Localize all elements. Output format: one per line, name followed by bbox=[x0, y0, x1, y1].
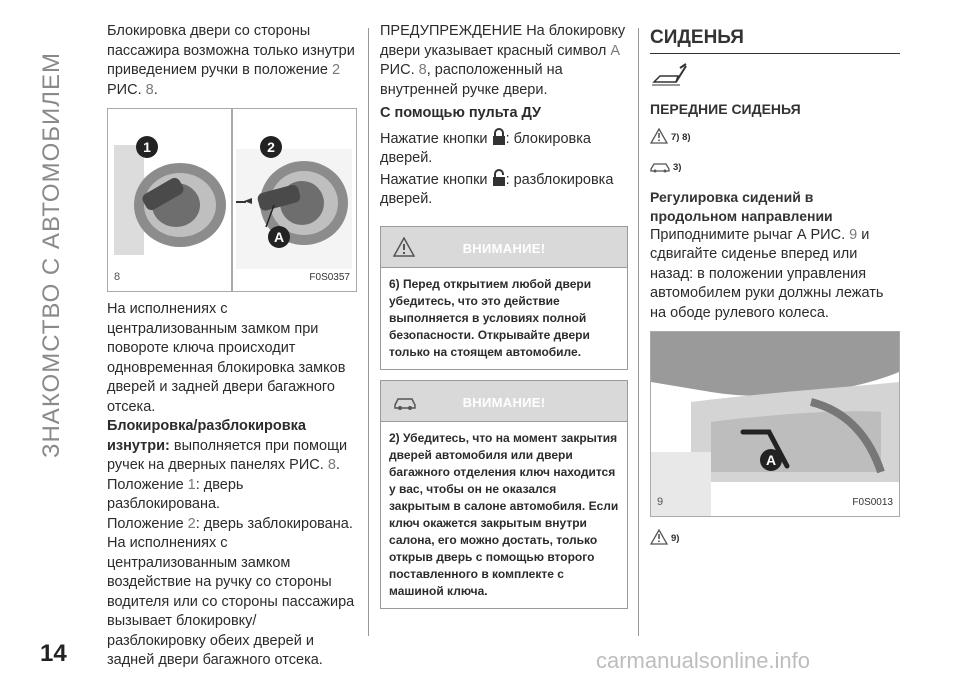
column-divider bbox=[368, 28, 369, 636]
side-chapter-title: ЗНАКОМСТВО С АВТОМОБИЛЕМ bbox=[38, 51, 65, 459]
warning-triangle-icon bbox=[650, 128, 668, 144]
unlock-instruction: Нажатие кнопки : разблокировка дверей. bbox=[380, 169, 628, 210]
column-2 bbox=[380, 22, 628, 609]
warning-ref-2: 3) bbox=[650, 158, 900, 184]
figure-code: F0S0357 bbox=[309, 271, 350, 283]
warning-box-2 bbox=[380, 380, 628, 609]
warning-box-header: ВНИМАНИЕ! bbox=[381, 227, 627, 267]
warning-box-1 bbox=[380, 226, 628, 370]
warning-ref-3: 9) bbox=[650, 529, 900, 555]
warning-ref-1: 7) 8) bbox=[650, 128, 900, 154]
callout-a: A bbox=[765, 452, 777, 468]
door-lock-illustration bbox=[108, 109, 356, 291]
column-divider bbox=[638, 28, 639, 636]
seat-lever-illustration bbox=[651, 332, 899, 516]
warning-box-text: 6) Перед открытием любой двери убедитесь, что это действие выполняется в условиях полной безопасности. Открывайте двери только на стоящем автомобиле. bbox=[381, 267, 627, 369]
position-1: Положение 1: дверь разблокирована. bbox=[107, 476, 244, 512]
figure-9-seat-lever bbox=[650, 331, 900, 517]
remote-heading: С помощью пульта ДУ bbox=[380, 105, 542, 121]
figure-number: 9 bbox=[657, 495, 664, 508]
position-2: Положение 2: дверь заблокирована. bbox=[107, 515, 353, 532]
intro-paragraph: Блокировка двери со стороны пассажира возможна только изнутри приведением ручки в положение 2 РИС. 8. bbox=[107, 23, 355, 98]
lock-open-icon bbox=[492, 169, 506, 187]
inside-lock-paragraph: Блокировка/разблокировка изнутри: выполняется при помощи ручек на дверных панелях РИС. 8. bbox=[107, 418, 348, 473]
lock-instruction: Нажатие кнопки : блокировка дверей. bbox=[380, 128, 628, 169]
lock-closed-icon bbox=[492, 128, 506, 146]
figure-code: F0S0013 bbox=[852, 496, 893, 508]
column-1 bbox=[107, 22, 359, 671]
page-number: 14 bbox=[40, 640, 67, 667]
adjust-heading: Регулировка сидений в продольном направлении bbox=[650, 188, 833, 224]
last-paragraph: На исполнениях с централизованным замком воздействие на ручку со стороны водителя или со стороны пассажира вызывает блокировку/ разблокировку обеих дверей и задней двери багажного отсека. bbox=[107, 535, 355, 668]
figure-8-door-knob bbox=[107, 108, 357, 292]
callout-2: 2 bbox=[267, 139, 275, 155]
callout-a: A bbox=[273, 229, 285, 245]
callout-1: 1 bbox=[143, 139, 151, 155]
warning-box-header: ВНИМАНИЕ! bbox=[381, 381, 627, 421]
figure-number: 8 bbox=[114, 270, 121, 283]
adjust-paragraph: Приподнимите рычаг А РИС. 9 и сдвигайте сиденье вперед или назад: в положении управления автомобилем руки должны лежать на ободе рулевого колеса. bbox=[650, 226, 884, 321]
warning-box-text: 2) Убедитесь, что на момент закрытия дверей автомобиля или двери багажного отделения ключ находится у вас, чтобы он не оказался закрытым в салоне автомобиля. Если ключ окажется закрытым внутри салона, его можно достать, только открыв дверь с помощью второго поставленного в комплекте с машиной ключа. bbox=[381, 421, 627, 608]
car-warning-icon bbox=[650, 158, 670, 174]
front-seats-heading: ПЕРЕДНИЕ СИДЕНЬЯ bbox=[650, 101, 801, 117]
warning-paragraph: ПРЕДУПРЕЖДЕНИЕ На блокировку двери указывает красный символ А РИС. 8, расположенный на внутренней ручке двери. bbox=[380, 23, 626, 98]
central-lock-paragraph: На исполнениях с централизованным замком при повороте ключа происходит одновременная блокировка замков дверей и задней двери багажного отсека. bbox=[107, 301, 346, 415]
warning-triangle-icon bbox=[650, 529, 668, 545]
column-3 bbox=[650, 22, 900, 555]
section-title: СИДЕНЬЯ bbox=[650, 28, 900, 54]
seat-icon bbox=[650, 62, 694, 88]
watermark: carmanualsonline.info bbox=[596, 648, 811, 673]
